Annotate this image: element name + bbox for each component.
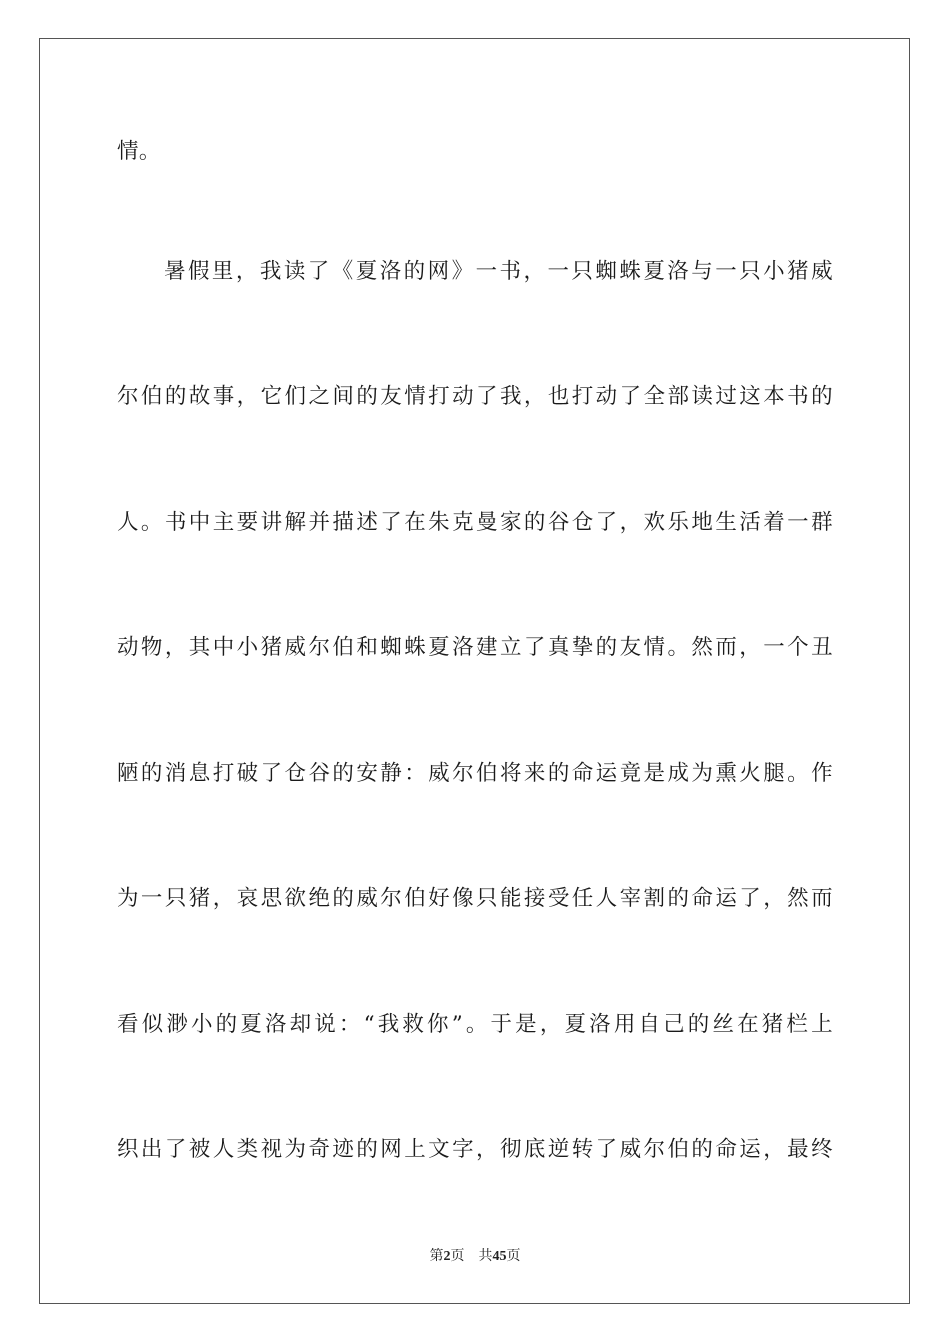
page-border: [39, 38, 910, 1304]
text-line-4: 人。书中主要讲解并描述了在朱克曼家的谷仓了，欢乐地生活着一群: [117, 510, 833, 535]
text-line-6: 陋的消息打破了仓谷的安静：威尔伯将来的命运竟是成为熏火腿。作: [117, 761, 833, 786]
page-number: 2: [443, 1249, 451, 1264]
total-prefix: 共: [478, 1249, 493, 1264]
text-line-1: 情。: [117, 139, 161, 164]
page-suffix: 页: [450, 1249, 465, 1264]
text-line-9: 织出了被人类视为奇迹的网上文字，彻底逆转了威尔伯的命运，最终: [117, 1137, 833, 1162]
text-line-8: 看似渺小的夏洛却说：“我救你”。于是，夏洛用自己的丝在猪栏上: [117, 1012, 833, 1037]
text-line-7: 为一只猪，哀思欲绝的威尔伯好像只能接受任人宰割的命运了，然而: [117, 886, 833, 911]
text-line-3: 尔伯的故事，它们之间的友情打动了我，也打动了全部读过这本书的: [117, 384, 833, 409]
paragraph-first-line: 暑假里，我读了《夏洛的网》一书，一只蜘蛛夏洛与一只小猪威: [164, 259, 833, 284]
text-line-5: 动物，其中小猪威尔伯和蜘蛛夏洛建立了真挚的友情。然而，一个丑: [117, 635, 833, 660]
page-prefix: 第: [429, 1249, 444, 1264]
total-suffix: 页: [506, 1249, 521, 1264]
page-footer: [0, 1248, 950, 1266]
total-pages: 45: [492, 1249, 507, 1264]
